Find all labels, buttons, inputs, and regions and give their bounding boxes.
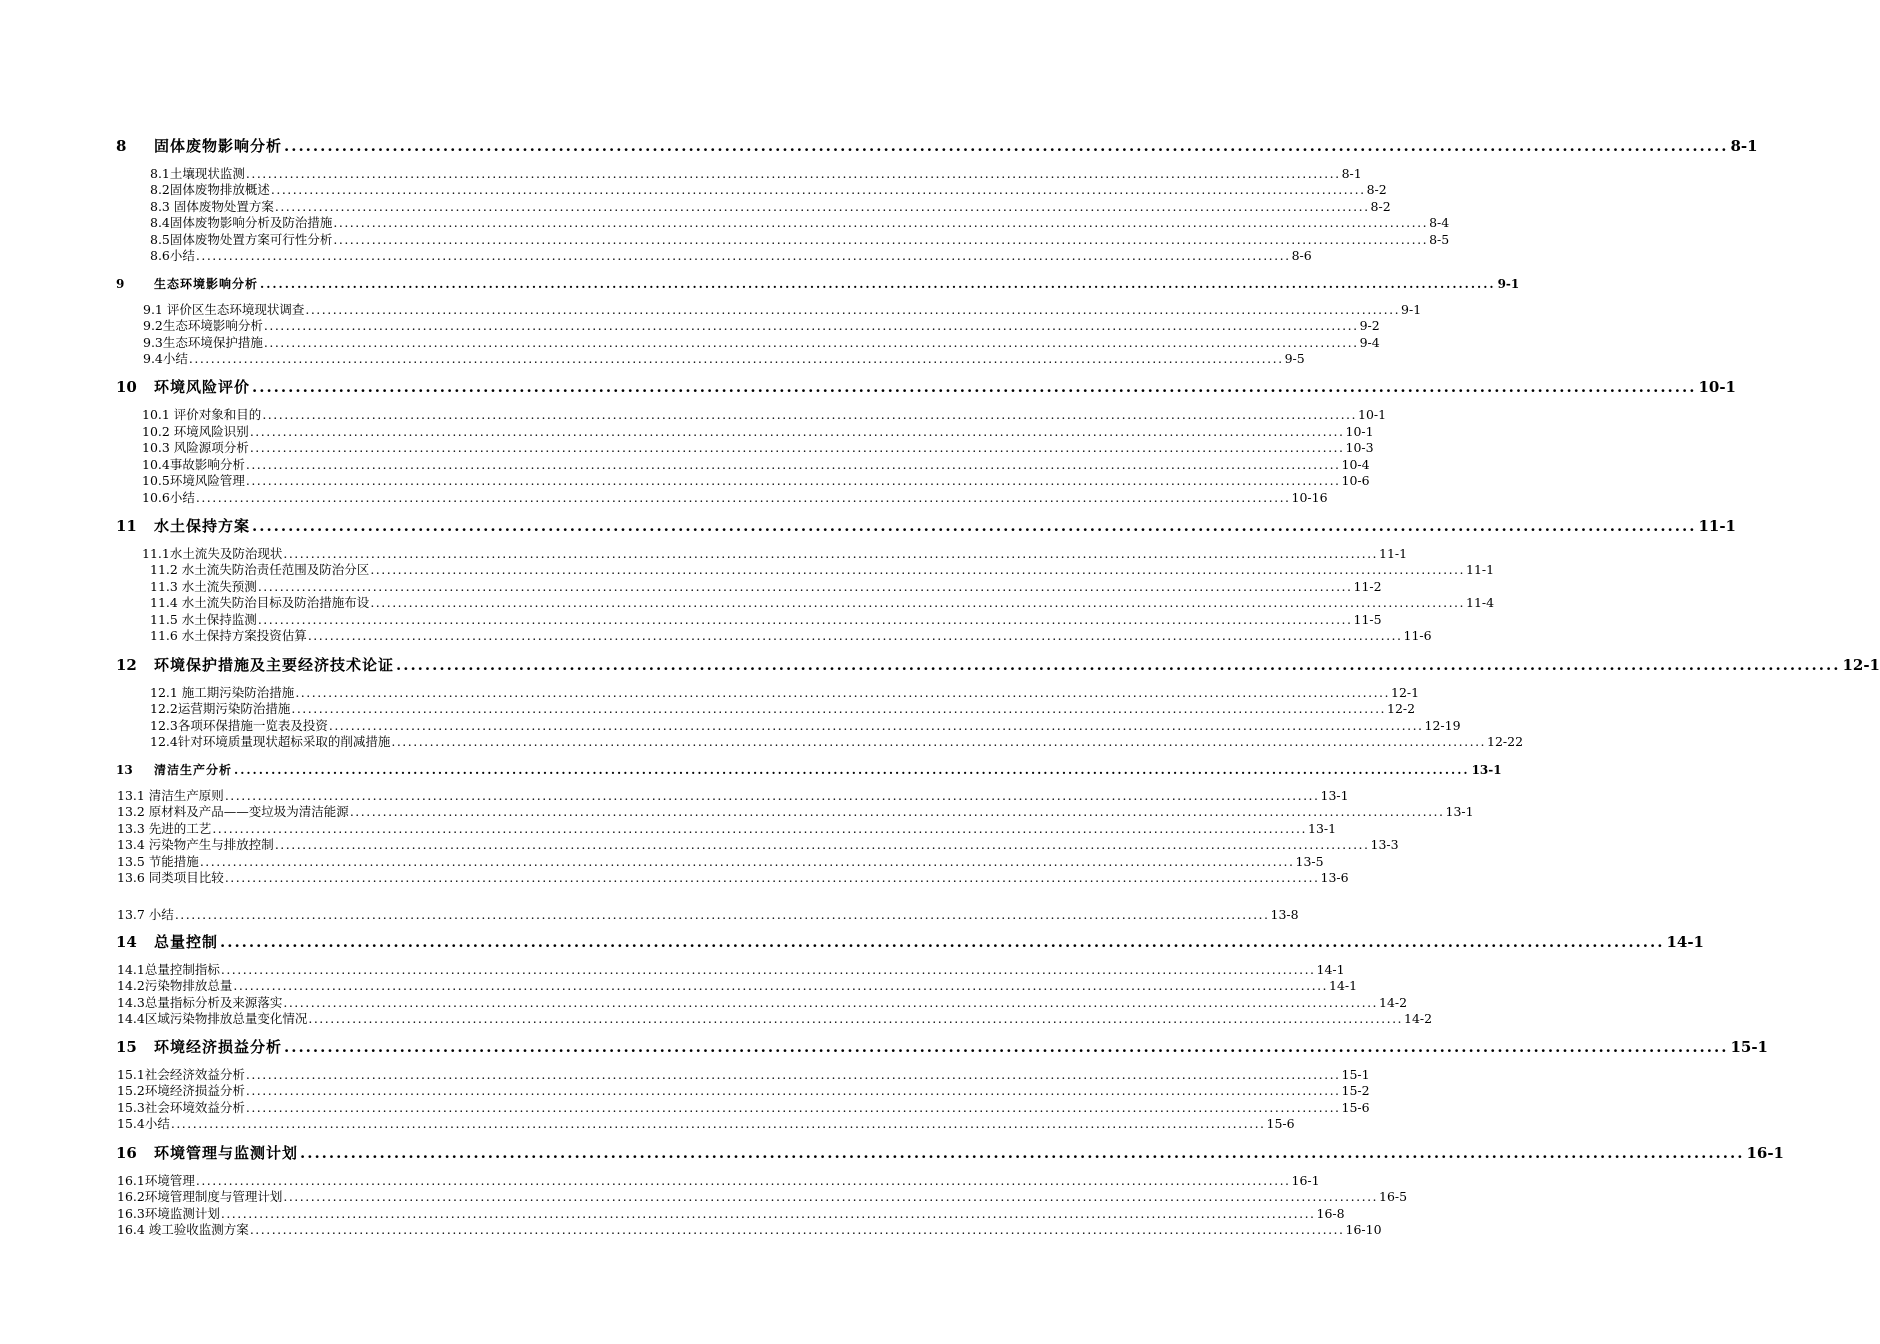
toc-entry[interactable] xyxy=(142,457,1370,473)
entry-page-number: 13-1 xyxy=(1445,804,1474,819)
toc-chapter-11[interactable] xyxy=(116,516,1736,536)
leader-dots: ........................................................................................................................................................................................................ xyxy=(249,440,1345,455)
leader-dots: ........................................................................................................................................................................................................ xyxy=(349,804,1445,819)
entry-page-number: 13-6 xyxy=(1320,870,1349,885)
entry-page-number: 15-1 xyxy=(1341,1067,1370,1082)
toc-entry[interactable] xyxy=(117,907,1299,923)
leader-dots: ........................................................................................................................................................................................................ xyxy=(245,1083,1341,1098)
leader-dots: ........................................................................................................................................................................................................ xyxy=(170,1116,1266,1131)
toc-entry[interactable] xyxy=(150,685,1420,701)
toc-entry[interactable] xyxy=(150,718,1461,734)
chapter-number: 15 xyxy=(116,1038,137,1056)
leader-dots: ........................................................................................................................................................................................................ xyxy=(263,335,1359,350)
entry-page-number: 8-2 xyxy=(1366,182,1387,197)
entry-page-number: 15-6 xyxy=(1266,1116,1295,1131)
leader-dots: ........................................................................................................................................................................................................ xyxy=(257,579,1353,594)
entry-title: 13.2 原材料及产品——变垃圾为清洁能源 xyxy=(117,804,349,819)
toc-entry[interactable] xyxy=(117,962,1345,978)
toc-entry[interactable] xyxy=(117,821,1337,837)
entry-page-number: 13-8 xyxy=(1270,907,1299,922)
entry-page-number: 10-6 xyxy=(1341,473,1370,488)
toc-entry[interactable] xyxy=(117,1011,1433,1027)
entry-title: 9.3生态环境保护措施 xyxy=(143,335,263,350)
leader-dots: ........................................................................................................................................................................................................ xyxy=(333,232,1429,247)
leader-dots: ........................................................................................................................................................................................................ xyxy=(234,763,1470,777)
leader-dots: ........................................................................................................................................................................................................ xyxy=(295,685,1390,700)
toc-entry[interactable] xyxy=(143,318,1380,334)
toc-entry[interactable] xyxy=(150,734,1524,750)
toc-entry[interactable] xyxy=(117,995,1408,1011)
entry-title: 10.4事故影响分析 xyxy=(142,457,245,472)
chapter-title: 总量控制 xyxy=(154,933,219,951)
toc-entry[interactable] xyxy=(143,351,1305,367)
toc-entry[interactable] xyxy=(142,407,1387,423)
toc-entry[interactable] xyxy=(142,424,1374,440)
entry-title: 12.3各项环保措施一览表及投资 xyxy=(150,718,328,733)
entry-page-number: 14-2 xyxy=(1404,1011,1433,1026)
leader-dots: ........................................................................................................................................................................................................ xyxy=(283,1189,1379,1204)
leader-dots: ........................................................................................................................................................................................................ xyxy=(283,546,1379,561)
leader-dots: ........................................................................................................................................................................................................ xyxy=(224,870,1320,885)
toc-entry[interactable] xyxy=(117,1100,1370,1116)
entry-page-number: 8-6 xyxy=(1291,248,1312,263)
toc-entry[interactable] xyxy=(117,804,1474,820)
entry-page-number: 14-2 xyxy=(1379,995,1408,1010)
entry-title: 15.1社会经济效益分析 xyxy=(117,1067,245,1082)
toc-entry[interactable] xyxy=(142,490,1328,506)
toc-chapter-9[interactable] xyxy=(116,274,1520,294)
chapter-title: 生态环境影响分析 xyxy=(154,277,259,291)
leader-dots: ........................................................................................................................................................................................................ xyxy=(188,351,1284,366)
leader-dots: ........................................................................................................................................................................................................ xyxy=(212,821,1307,836)
toc-chapter-8[interactable] xyxy=(116,136,1758,156)
toc-entry[interactable] xyxy=(117,1206,1345,1222)
leader-dots: ........................................................................................................................................................................................................ xyxy=(291,701,1387,716)
chapter-title: 环境经济损益分析 xyxy=(154,1038,283,1056)
entry-title: 12.4针对环境质量现状超标采取的削减措施 xyxy=(150,734,391,749)
leader-dots: ........................................................................................................................................................................................................ xyxy=(308,1011,1404,1026)
entry-title: 13.4 污染物产生与排放控制 xyxy=(117,837,274,852)
entry-title: 15.2环境经济损益分析 xyxy=(117,1083,245,1098)
entry-title: 11.6 水土保持方案投资估算 xyxy=(150,628,307,643)
leader-dots: ........................................................................................................................................................................................................ xyxy=(274,837,1370,852)
toc-chapter-13[interactable] xyxy=(116,760,1502,780)
entry-page-number: 10-3 xyxy=(1345,440,1374,455)
toc-entry[interactable] xyxy=(142,546,1408,562)
entry-title: 16.3环境监测计划 xyxy=(117,1206,220,1221)
entry-title: 11.4 水土流失防治目标及防治措施布设 xyxy=(150,595,370,610)
chapter-page-number: 8-1 xyxy=(1730,137,1758,155)
toc-entry[interactable] xyxy=(142,440,1374,456)
entry-title: 9.4小结 xyxy=(143,351,188,366)
entry-title: 16.2环境管理制度与管理计划 xyxy=(117,1189,283,1204)
leader-dots: ........................................................................................................................................................................................................ xyxy=(224,788,1320,803)
leader-dots: ........................................................................................................................................................................................................ xyxy=(174,907,1270,922)
leader-dots: ........................................................................................................................................................................................................ xyxy=(220,962,1316,977)
toc-entry[interactable] xyxy=(150,579,1382,595)
leader-dots: ........................................................................................................................................................................................................ xyxy=(262,407,1357,422)
chapter-number: 11 xyxy=(116,517,137,535)
chapter-number: 8 xyxy=(116,137,127,155)
entry-title: 13.6 同类项目比较 xyxy=(117,870,224,885)
leader-dots: ........................................................................................................................................................................................................ xyxy=(260,277,1496,291)
toc-entry[interactable] xyxy=(117,1116,1295,1132)
entry-title: 8.2固体废物排放概述 xyxy=(150,182,270,197)
leader-dots: ........................................................................................................................................................................................................ xyxy=(263,318,1359,333)
leader-dots: ........................................................................................................................................................................................................ xyxy=(307,628,1403,643)
toc-entry[interactable] xyxy=(150,562,1495,578)
entry-page-number: 10-4 xyxy=(1341,457,1370,472)
leader-dots: ........................................................................................................................................................................................................ xyxy=(270,182,1366,197)
entry-page-number: 14-1 xyxy=(1329,978,1358,993)
entry-page-number: 13-3 xyxy=(1370,837,1399,852)
entry-title: 13.5 节能措施 xyxy=(117,854,199,869)
entry-page-number: 13-1 xyxy=(1320,788,1349,803)
toc-entry[interactable] xyxy=(117,788,1349,804)
leader-dots: ........................................................................................................................................................................................................ xyxy=(257,612,1353,627)
entry-page-number: 11-1 xyxy=(1379,546,1408,561)
leader-dots: ........................................................................................................................................................................................................ xyxy=(245,1100,1341,1115)
toc-entry[interactable] xyxy=(117,1083,1370,1099)
leader-dots: ........................................................................................................................................................................................................ xyxy=(283,995,1379,1010)
leader-dots: ........................................................................................................................................................................................................ xyxy=(370,595,1465,610)
chapter-page-number: 12-1 xyxy=(1842,656,1880,674)
entry-page-number: 16-1 xyxy=(1291,1173,1320,1188)
entry-title: 12.2运营期污染防治措施 xyxy=(150,701,291,716)
toc-entry[interactable] xyxy=(117,854,1324,870)
entry-page-number: 8-5 xyxy=(1429,232,1450,247)
toc-chapter-15[interactable] xyxy=(116,1037,1768,1057)
toc-chapter-12[interactable] xyxy=(116,655,1880,675)
entry-page-number: 15-2 xyxy=(1341,1083,1370,1098)
leader-dots: ........................................................................................................................................................................................................ xyxy=(245,473,1341,488)
entry-title: 10.6小结 xyxy=(142,490,195,505)
toc-entry[interactable] xyxy=(150,215,1450,231)
toc-entry[interactable] xyxy=(150,232,1450,248)
entry-page-number: 15-6 xyxy=(1341,1100,1370,1115)
chapter-title: 环境保护措施及主要经济技术论证 xyxy=(154,656,395,674)
entry-title: 15.4小结 xyxy=(117,1116,170,1131)
leader-dots: ........................................................................................................................................................................................................ xyxy=(249,1222,1345,1237)
toc-chapter-10[interactable] xyxy=(116,377,1736,397)
leader-dots: ........................................................................................................................................................................................................ xyxy=(245,457,1341,472)
entry-title: 10.5环境风险管理 xyxy=(142,473,245,488)
toc-entry[interactable] xyxy=(150,628,1432,644)
chapter-page-number: 15-1 xyxy=(1730,1038,1768,1056)
chapter-number: 16 xyxy=(116,1144,137,1162)
toc-entry[interactable] xyxy=(117,978,1358,994)
entry-page-number: 11-5 xyxy=(1353,612,1382,627)
entry-page-number: 10-16 xyxy=(1291,490,1328,505)
entry-title: 9.2生态环境影响分析 xyxy=(143,318,263,333)
leader-dots: ........................................................................................................................................................................................................ xyxy=(195,1173,1291,1188)
chapter-title: 环境风险评价 xyxy=(154,378,251,396)
entry-title: 13.7 小结 xyxy=(117,907,174,922)
chapter-title: 固体废物影响分析 xyxy=(154,137,283,155)
entry-title: 16.1环境管理 xyxy=(117,1173,195,1188)
leader-dots: ........................................................................................................................................................................................................ xyxy=(305,302,1401,317)
chapter-number: 10 xyxy=(116,378,137,396)
entry-title: 11.3 水土流失预测 xyxy=(150,579,257,594)
entry-title: 11.2 水土流失防治责任范围及防治分区 xyxy=(150,562,370,577)
leader-dots: ........................................................................................................................................................................................................ xyxy=(396,656,1841,674)
entry-page-number: 11-4 xyxy=(1466,595,1495,610)
chapter-title: 环境管理与监测计划 xyxy=(154,1144,299,1162)
chapter-number: 12 xyxy=(116,656,137,674)
entry-title: 15.3社会环境效益分析 xyxy=(117,1100,245,1115)
leader-dots: ........................................................................................................................................................................................................ xyxy=(245,166,1341,181)
entry-page-number: 9-4 xyxy=(1359,335,1380,350)
chapter-page-number: 14-1 xyxy=(1666,933,1704,951)
entry-title: 10.2 环境风险识别 xyxy=(142,424,249,439)
entry-page-number: 16-5 xyxy=(1379,1189,1408,1204)
entry-page-number: 8-2 xyxy=(1370,199,1391,214)
toc-entry[interactable] xyxy=(150,595,1495,611)
leader-dots: ........................................................................................................................................................................................................ xyxy=(370,562,1465,577)
toc-entry[interactable] xyxy=(117,1189,1408,1205)
chapter-number: 13 xyxy=(116,763,133,777)
entry-title: 10.1 评价对象和目的 xyxy=(142,407,262,422)
toc-entry[interactable] xyxy=(150,166,1362,182)
entry-title: 14.4区域污染物排放总量变化情况 xyxy=(117,1011,308,1026)
entry-page-number: 8-1 xyxy=(1341,166,1362,181)
entry-page-number: 16-8 xyxy=(1316,1206,1345,1221)
leader-dots: ........................................................................................................................................................................................................ xyxy=(220,933,1665,951)
entry-page-number: 11-2 xyxy=(1353,579,1382,594)
entry-page-number: 11-6 xyxy=(1403,628,1432,643)
entry-title: 13.3 先进的工艺 xyxy=(117,821,212,836)
entry-page-number: 13-5 xyxy=(1295,854,1324,869)
entry-title: 8.1土壤现状监测 xyxy=(150,166,245,181)
leader-dots: ........................................................................................................................................................................................................ xyxy=(328,718,1424,733)
chapter-page-number: 13-1 xyxy=(1471,763,1502,777)
entry-title: 8.3 固体废物处置方案 xyxy=(150,199,274,214)
entry-title: 10.3 风险源项分析 xyxy=(142,440,249,455)
entry-title: 9.1 评价区生态环境现状调查 xyxy=(143,302,305,317)
entry-page-number: 13-1 xyxy=(1308,821,1337,836)
leader-dots: ........................................................................................................................................................................................................ xyxy=(249,424,1345,439)
entry-page-number: 9-5 xyxy=(1284,351,1305,366)
leader-dots: ........................................................................................................................................................................................................ xyxy=(233,978,1329,993)
entry-page-number: 14-1 xyxy=(1316,962,1345,977)
leader-dots: ........................................................................................................................................................................................................ xyxy=(300,1144,1745,1162)
entry-page-number: 9-1 xyxy=(1401,302,1422,317)
entry-title: 11.5 水土保持监测 xyxy=(150,612,257,627)
entry-page-number: 8-4 xyxy=(1429,215,1450,230)
entry-title: 8.4固体废物影响分析及防治措施 xyxy=(150,215,333,230)
toc-entry[interactable] xyxy=(143,302,1422,318)
leader-dots: ........................................................................................................................................................................................................ xyxy=(220,1206,1316,1221)
entry-title: 8.5固体废物处置方案可行性分析 xyxy=(150,232,333,247)
toc-entry[interactable] xyxy=(150,612,1382,628)
chapter-page-number: 16-1 xyxy=(1746,1144,1784,1162)
chapter-number: 9 xyxy=(116,277,125,291)
entry-page-number: 16-10 xyxy=(1345,1222,1382,1237)
entry-title: 16.4 竣工验收监测方案 xyxy=(117,1222,249,1237)
chapter-title: 清洁生产分析 xyxy=(154,763,233,777)
leader-dots: ........................................................................................................................................................................................................ xyxy=(274,199,1370,214)
leader-dots: ........................................................................................................................................................................................................ xyxy=(199,854,1295,869)
toc-chapter-14[interactable] xyxy=(116,932,1704,952)
toc-entry[interactable] xyxy=(117,837,1399,853)
entry-page-number: 12-2 xyxy=(1387,701,1416,716)
leader-dots: ........................................................................................................................................................................................................ xyxy=(284,1038,1729,1056)
entry-page-number: 9-2 xyxy=(1359,318,1380,333)
chapter-page-number: 11-1 xyxy=(1698,517,1736,535)
entry-title: 11.1水土流失及防治现状 xyxy=(142,546,283,561)
toc-entry[interactable] xyxy=(117,1173,1320,1189)
toc-entry[interactable] xyxy=(117,1222,1382,1238)
leader-dots: ........................................................................................................................................................................................................ xyxy=(284,137,1729,155)
toc-entry[interactable] xyxy=(150,701,1416,717)
leader-dots: ........................................................................................................................................................................................................ xyxy=(391,734,1487,749)
leader-dots: ........................................................................................................................................................................................................ xyxy=(252,517,1697,535)
entry-page-number: 12-1 xyxy=(1391,685,1420,700)
toc-chapter-16[interactable] xyxy=(116,1143,1784,1163)
entry-page-number: 12-19 xyxy=(1424,718,1461,733)
chapter-title: 水土保持方案 xyxy=(154,517,251,535)
leader-dots: ........................................................................................................................................................................................................ xyxy=(195,490,1291,505)
leader-dots: ........................................................................................................................................................................................................ xyxy=(245,1067,1341,1082)
entry-title: 14.1总量控制指标 xyxy=(117,962,220,977)
toc-entry[interactable] xyxy=(117,1067,1370,1083)
entry-title: 14.2污染物排放总量 xyxy=(117,978,233,993)
entry-title: 13.1 清洁生产原则 xyxy=(117,788,224,803)
chapter-page-number: 9-1 xyxy=(1497,277,1520,291)
leader-dots: ........................................................................................................................................................................................................ xyxy=(195,248,1291,263)
chapter-page-number: 10-1 xyxy=(1698,378,1736,396)
entry-page-number: 12-22 xyxy=(1487,734,1524,749)
entry-page-number: 10-1 xyxy=(1358,407,1387,422)
toc-entry[interactable] xyxy=(150,199,1391,215)
entry-title: 12.1 施工期污染防治措施 xyxy=(150,685,295,700)
toc-entry[interactable] xyxy=(150,248,1312,264)
toc-entry[interactable] xyxy=(117,870,1349,886)
entry-page-number: 10-1 xyxy=(1345,424,1374,439)
toc-entry[interactable] xyxy=(150,182,1387,198)
leader-dots: ........................................................................................................................................................................................................ xyxy=(333,215,1429,230)
chapter-number: 14 xyxy=(116,933,137,951)
entry-title: 8.6小结 xyxy=(150,248,195,263)
leader-dots: ........................................................................................................................................................................................................ xyxy=(252,378,1697,396)
toc-entry[interactable] xyxy=(143,335,1380,351)
entry-page-number: 11-1 xyxy=(1466,562,1495,577)
entry-title: 14.3总量指标分析及来源落实 xyxy=(117,995,283,1010)
toc-entry[interactable] xyxy=(142,473,1370,489)
